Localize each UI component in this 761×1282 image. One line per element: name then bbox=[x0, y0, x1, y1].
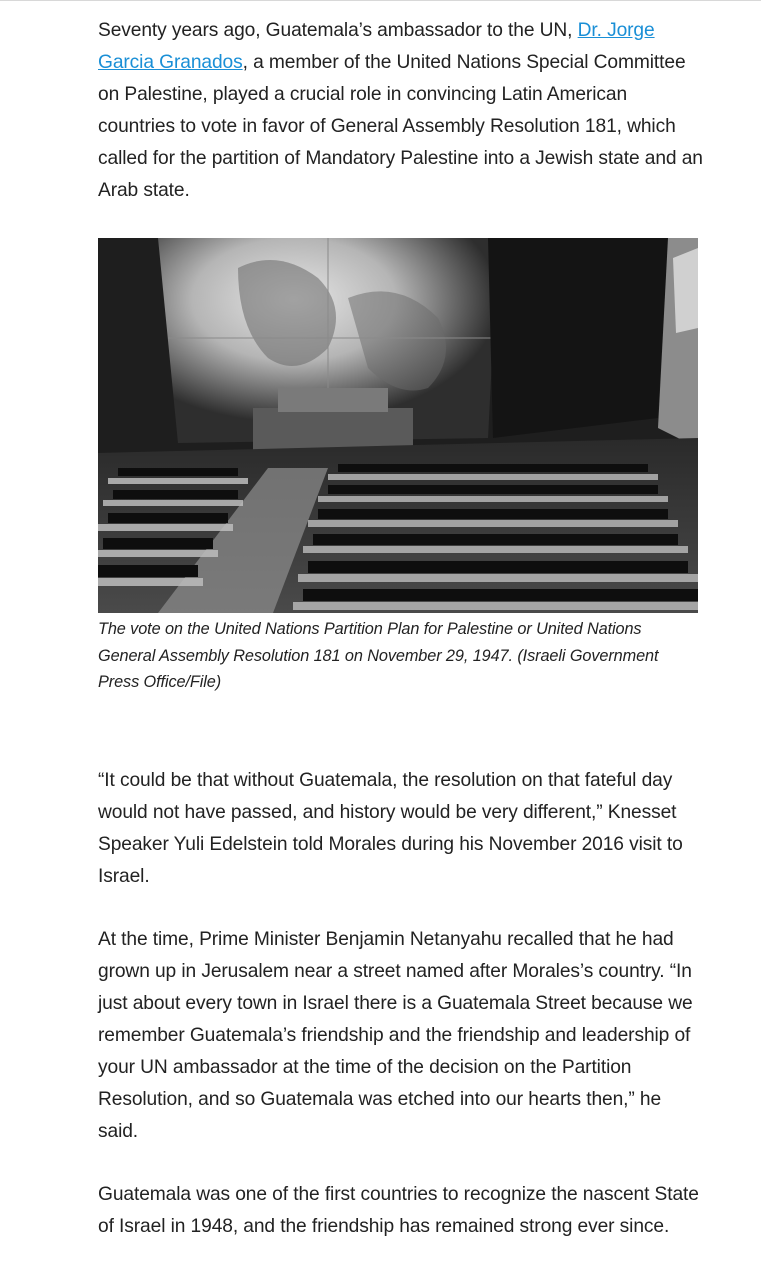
article-body bbox=[98, 15, 703, 1243]
un-general-assembly-photo bbox=[98, 238, 698, 613]
paragraph-1-text-start: Seventy years ago, Guatemala’s ambassador to the UN, bbox=[98, 20, 578, 41]
photo-caption: The vote on the United Nations Partition Plan for Palestine or United Nations General Assembly Resolution 181 on November 29, 1947. (Israeli Government Press Office/File) bbox=[98, 620, 659, 691]
paragraph-2: “It could be that without Guatemala, the resolution on that fateful day would not have passed, and history would be very different,” Knesset Speaker Yuli Edelstein told Morales during his November 2016 visit to Israel. bbox=[98, 769, 683, 887]
spacer bbox=[98, 893, 703, 924]
paragraph-1-text-end: , a member of the United Nations Special Committee on Palestine, played a crucial role in convincing Latin American countries to vote in favor of General Assembly Resolution 181, which called for the partition of Mandatory Palestine into a Jewish state and an Arab state. bbox=[98, 52, 703, 201]
spacer bbox=[98, 696, 703, 765]
spacer bbox=[98, 1148, 703, 1179]
paragraph-1 bbox=[98, 15, 703, 207]
top-divider bbox=[0, 0, 761, 1]
article-figure bbox=[98, 238, 698, 696]
jorge-garcia-granados-link[interactable]: Dr. Jorge Garcia Granados bbox=[98, 20, 655, 73]
paragraph-3: At the time, Prime Minister Benjamin Netanyahu recalled that he had grown up in Jerusalem near a street named after Morales’s country. “In just about every town in Israel there is a Guatemala Street because we remember Guatemala’s friendship and the friendship and leadership of your UN ambassador at the time of the decision on the Partition Resolution, and so Guatemala was etched into our hearts then,” he said. bbox=[98, 928, 693, 1142]
paragraph-4: Guatemala was one of the first countries to recognize the nascent State of Israel in 1948, and the friendship has remained strong ever since. bbox=[98, 1183, 699, 1237]
